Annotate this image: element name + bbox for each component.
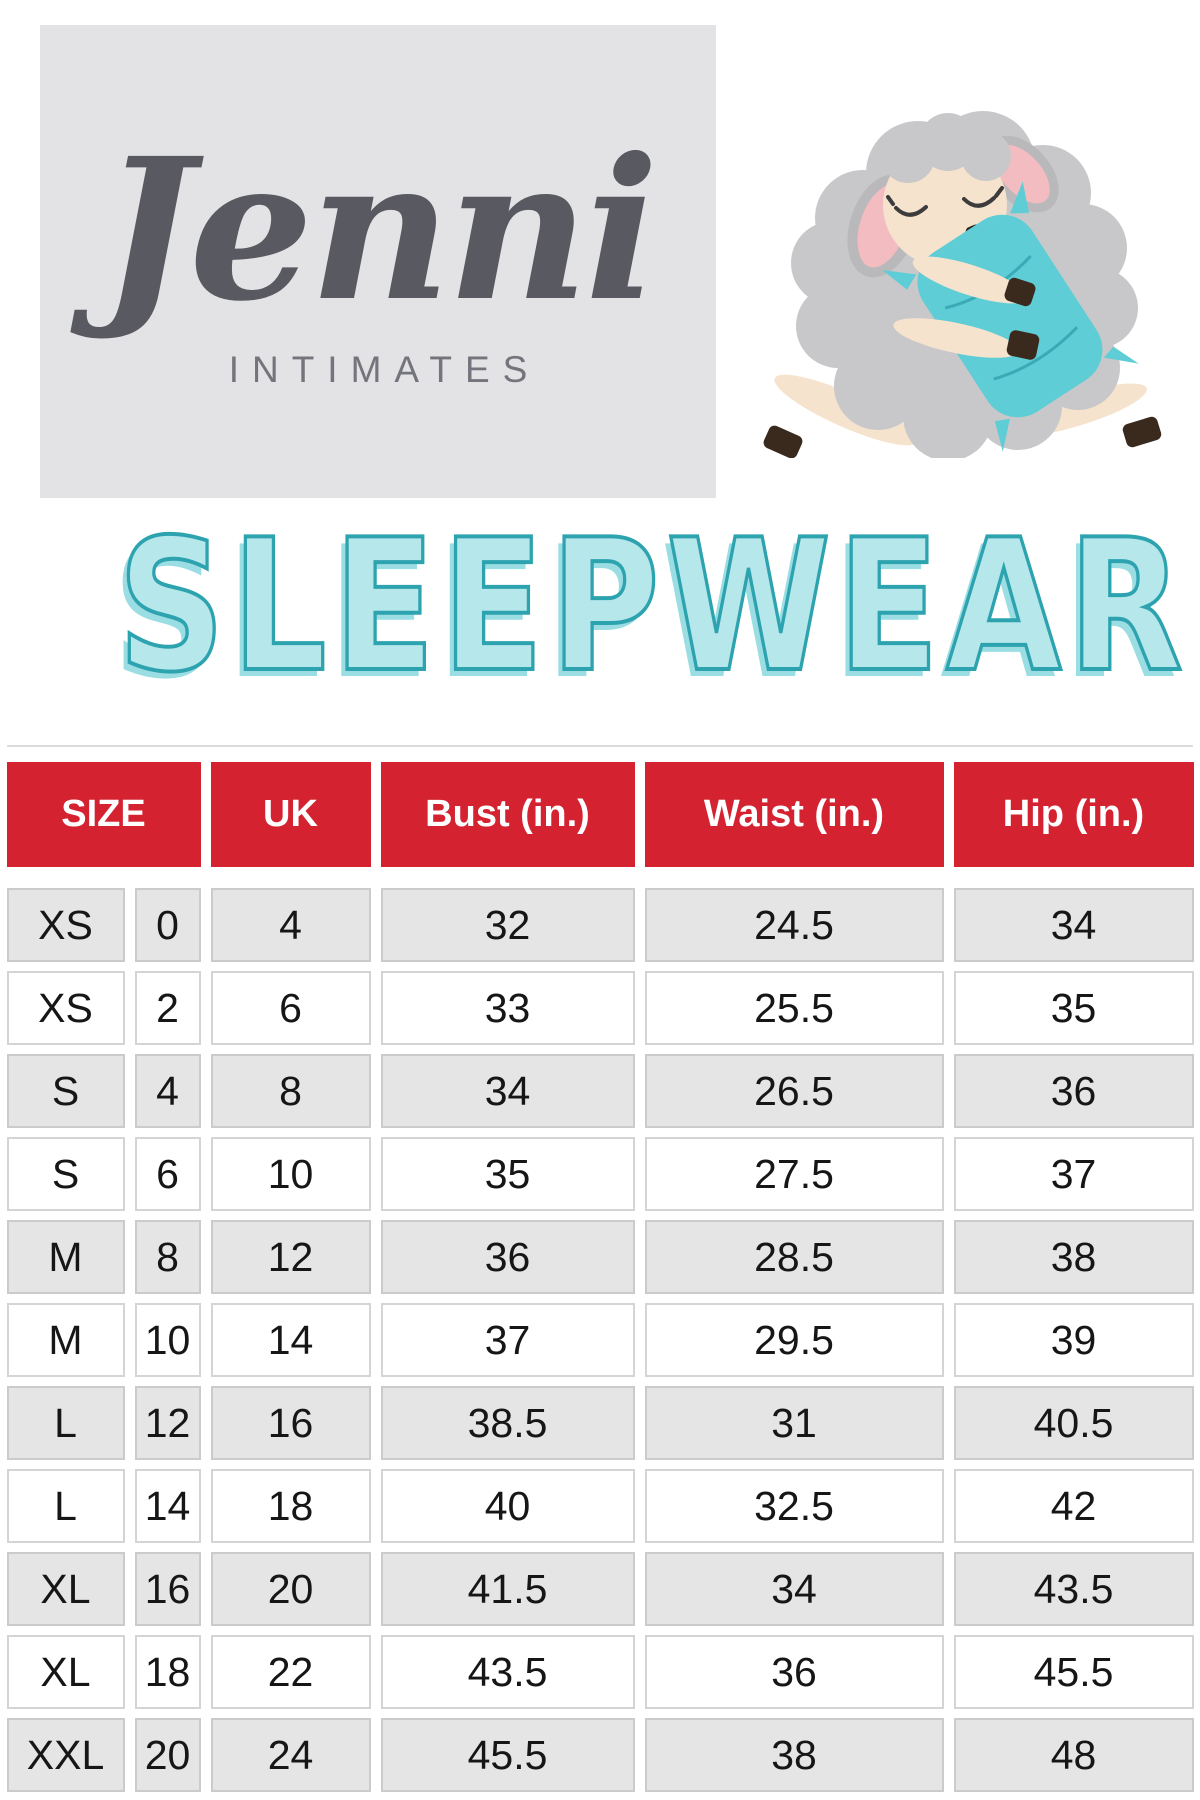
cell-waist: 31 [645, 1386, 944, 1460]
cell-size-label: XS [7, 888, 125, 962]
cell-bust: 35 [381, 1137, 635, 1211]
header-cell-bust: Bust (in.) [381, 762, 635, 867]
header-cell-size: SIZE [7, 762, 201, 867]
cell-size-number: 20 [135, 1718, 201, 1792]
cell-waist: 27.5 [645, 1137, 944, 1211]
cell-uk: 10 [211, 1137, 371, 1211]
cell-uk: 20 [211, 1552, 371, 1626]
cell-uk: 6 [211, 971, 371, 1045]
cell-bust: 36 [381, 1220, 635, 1294]
cell-size-label: M [7, 1303, 125, 1377]
cell-bust: 34 [381, 1054, 635, 1128]
cell-bust: 45.5 [381, 1718, 635, 1792]
cell-size-number: 16 [135, 1552, 201, 1626]
cell-size-number: 2 [135, 971, 201, 1045]
table-row [7, 1718, 1194, 1792]
cell-uk: 22 [211, 1635, 371, 1709]
page-title [0, 500, 1200, 712]
cell-bust: 33 [381, 971, 635, 1045]
table-row [7, 1054, 1194, 1128]
cell-size-label: XXL [7, 1718, 125, 1792]
cell-size-label: XS [7, 971, 125, 1045]
brand-logo-subtitle: INTIMATES [228, 349, 541, 390]
cell-hip: 36 [954, 1054, 1194, 1128]
cell-size-number: 18 [135, 1635, 201, 1709]
cell-waist: 28.5 [645, 1220, 944, 1294]
cell-bust: 43.5 [381, 1635, 635, 1709]
cell-hip: 38 [954, 1220, 1194, 1294]
cell-size-number: 14 [135, 1469, 201, 1543]
cell-size-label: XL [7, 1552, 125, 1626]
cell-hip: 43.5 [954, 1552, 1194, 1626]
cell-size-number: 8 [135, 1220, 201, 1294]
size-chart-table [7, 762, 1194, 1792]
cell-uk: 16 [211, 1386, 371, 1460]
sheep-hoof-right [1121, 415, 1162, 448]
cell-uk: 24 [211, 1718, 371, 1792]
table-row [7, 1137, 1194, 1211]
cell-waist: 32.5 [645, 1469, 944, 1543]
table-row [7, 1635, 1194, 1709]
table-row [7, 971, 1194, 1045]
cell-hip: 48 [954, 1718, 1194, 1792]
cell-size-label: L [7, 1469, 125, 1543]
cell-waist: 25.5 [645, 971, 944, 1045]
brand-logo-box [40, 25, 716, 498]
cell-size-number: 10 [135, 1303, 201, 1377]
cell-size-label: XL [7, 1635, 125, 1709]
header-cell-hip: Hip (in.) [954, 762, 1194, 867]
header-cell-waist: Waist (in.) [645, 762, 944, 867]
cell-hip: 35 [954, 971, 1194, 1045]
size-table-body [7, 888, 1194, 1792]
cell-hip: 40.5 [954, 1386, 1194, 1460]
cell-size-label: M [7, 1220, 125, 1294]
cell-bust: 32 [381, 888, 635, 962]
cell-bust: 38.5 [381, 1386, 635, 1460]
cell-hip: 45.5 [954, 1635, 1194, 1709]
cell-hip: 39 [954, 1303, 1194, 1377]
table-row [7, 1552, 1194, 1626]
cell-waist: 38 [645, 1718, 944, 1792]
table-header-row [7, 762, 1194, 867]
cell-uk: 14 [211, 1303, 371, 1377]
table-row [7, 1303, 1194, 1377]
cell-hip: 37 [954, 1137, 1194, 1211]
brand-header [0, 0, 1200, 500]
cell-size-number: 0 [135, 888, 201, 962]
cell-size-label: L [7, 1386, 125, 1460]
cell-uk: 18 [211, 1469, 371, 1543]
cell-size-number: 4 [135, 1054, 201, 1128]
cell-hip: 42 [954, 1469, 1194, 1543]
cell-size-number: 6 [135, 1137, 201, 1211]
cell-size-number: 12 [135, 1386, 201, 1460]
table-row [7, 1469, 1194, 1543]
cell-waist: 36 [645, 1635, 944, 1709]
cell-uk: 4 [211, 888, 371, 962]
cell-uk: 12 [211, 1220, 371, 1294]
sleeping-sheep-illustration [748, 68, 1168, 458]
cell-bust: 41.5 [381, 1552, 635, 1626]
cell-uk: 8 [211, 1054, 371, 1128]
sheep-hoof-left [762, 424, 805, 458]
table-row [7, 888, 1194, 962]
header-cell-uk: UK [211, 762, 371, 867]
sheep-svg [748, 68, 1168, 458]
cell-waist: 29.5 [645, 1303, 944, 1377]
cell-waist: 26.5 [645, 1054, 944, 1128]
table-row [7, 1220, 1194, 1294]
cell-size-label: S [7, 1137, 125, 1211]
cell-bust: 37 [381, 1303, 635, 1377]
brand-logo-text: Jenni [101, 115, 655, 344]
cell-hip: 34 [954, 888, 1194, 962]
table-row [7, 1386, 1194, 1460]
table-top-divider [7, 745, 1193, 747]
cell-waist: 34 [645, 1552, 944, 1626]
cell-waist: 24.5 [645, 888, 944, 962]
cell-size-label: S [7, 1054, 125, 1128]
page-title-text: SLEEPWEAR [117, 500, 1190, 712]
cell-bust: 40 [381, 1469, 635, 1543]
